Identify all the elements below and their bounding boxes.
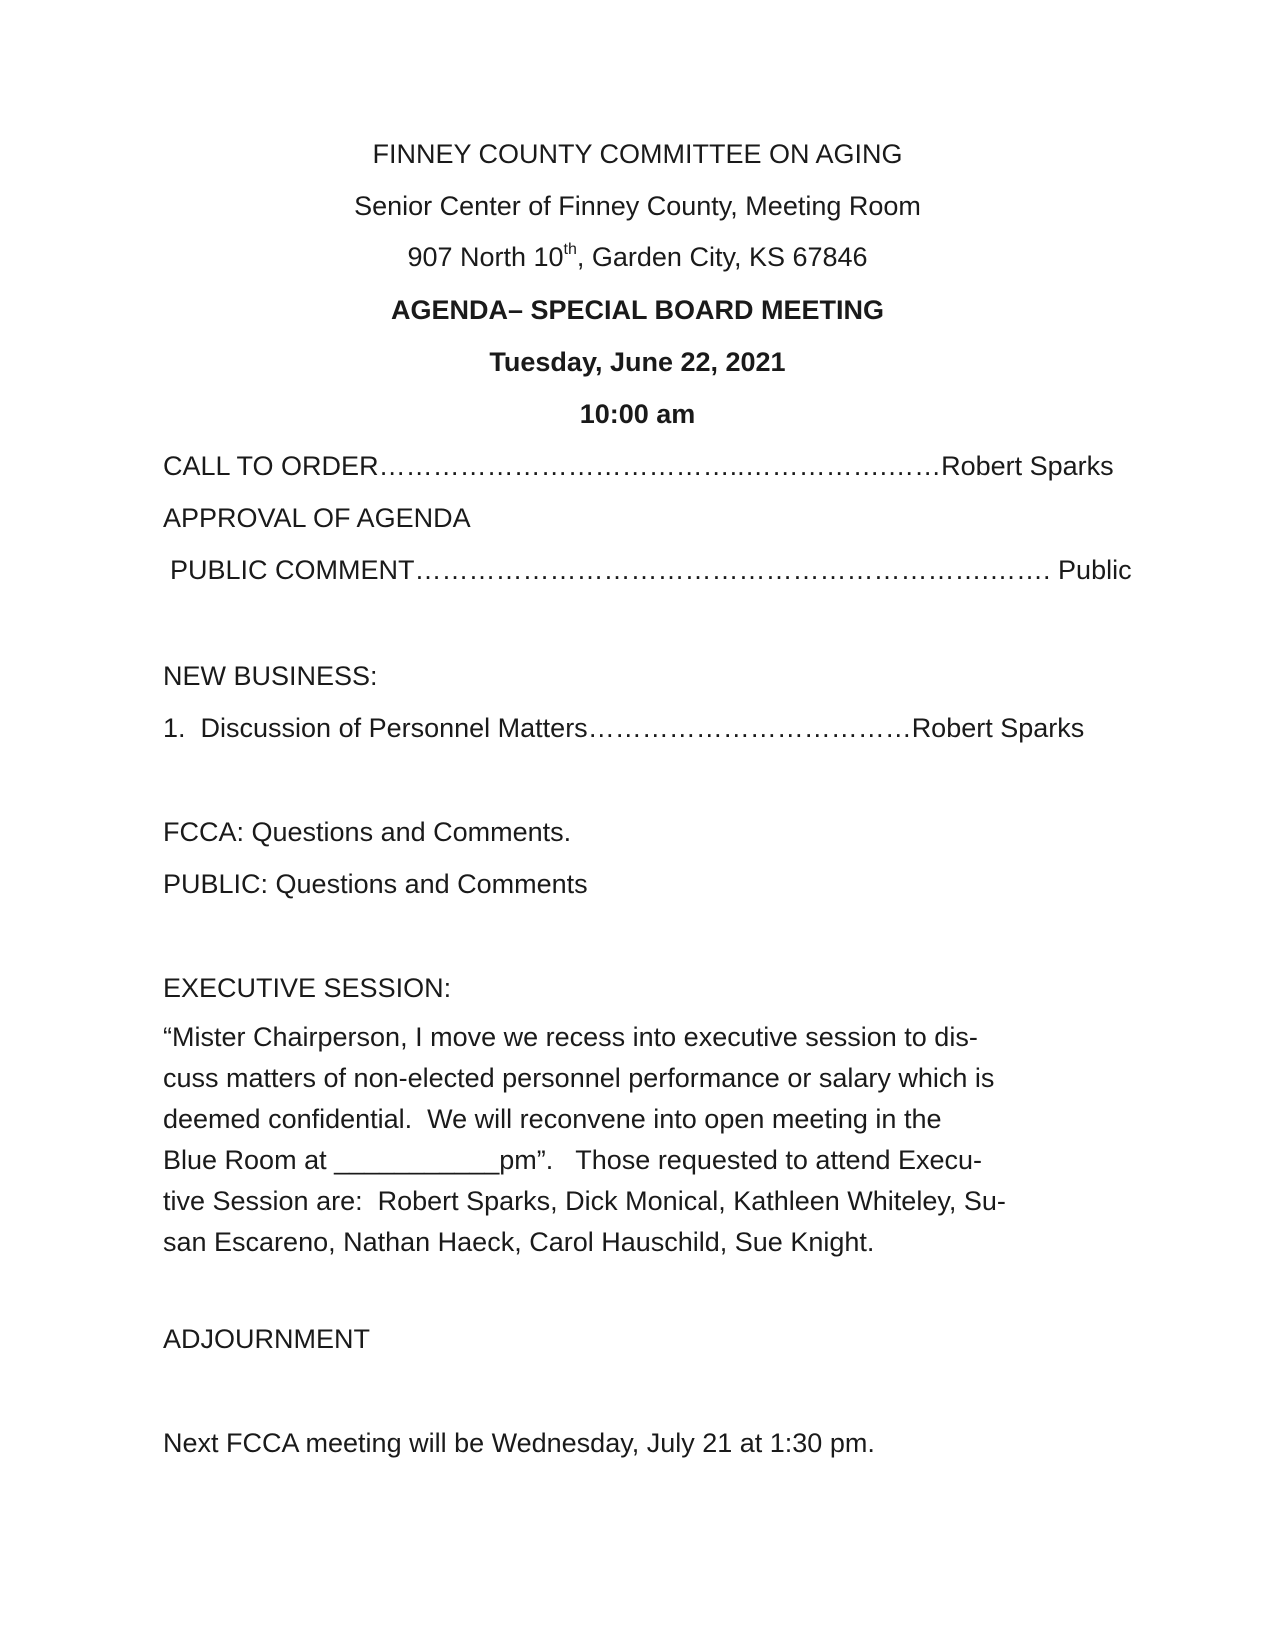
address-street: 907 North 10 [407, 242, 564, 272]
public-questions: PUBLIC: Questions and Comments [163, 869, 588, 899]
approval-of-agenda: APPROVAL OF AGENDA [163, 503, 471, 533]
address-city: , Garden City, KS 67846 [576, 242, 868, 272]
next-meeting: Next FCCA meeting will be Wednesday, July 21 at 1:30 pm. [163, 1428, 875, 1458]
personnel-matters-presenter: Robert Sparks [911, 713, 1085, 743]
public-comment-presenter: Public [1058, 555, 1132, 585]
public-comment-leader: ……………………………………………………….……. [414, 555, 1059, 585]
agenda-title: AGENDA– SPECIAL BOARD MEETING [390, 295, 885, 325]
meeting-date: Tuesday, June 22, 2021 [489, 347, 786, 377]
call-to-order-leader: …………………………………..…………….…… [378, 451, 942, 481]
personnel-matters-leader: ……………………………… [587, 713, 912, 743]
meeting-time: 10:00 am [579, 399, 696, 429]
call-to-order-row [163, 449, 1114, 483]
motion-line: deemed confidential. We will reconvene into open meeting in the [163, 1104, 942, 1134]
call-to-order-label: CALL TO ORDER [163, 451, 379, 481]
motion-line: san Escareno, Nathan Haeck, Carol Hauschild, Sue Knight. [163, 1227, 875, 1257]
motion-line: tive Session are: Robert Sparks, Dick Monical, Kathleen Whiteley, Su- [163, 1186, 1006, 1216]
meeting-address [0, 240, 1275, 274]
org-name: FINNEY COUNTY COMMITTEE ON AGING [372, 139, 903, 169]
call-to-order-presenter: Robert Sparks [941, 451, 1114, 481]
motion-line: “Mister Chairperson, I move we recess into executive session to dis- [163, 1022, 978, 1052]
adjournment: ADJOURNMENT [163, 1324, 370, 1354]
executive-session-motion [163, 1017, 1113, 1263]
executive-session-heading: EXECUTIVE SESSION: [163, 973, 452, 1003]
public-comment-row [170, 553, 1132, 587]
meeting-location: Senior Center of Finney County, Meeting Room [354, 191, 921, 221]
new-business-heading: NEW BUSINESS: [163, 661, 378, 691]
address-superscript: th [563, 241, 577, 258]
personnel-matters-label: 1. Discussion of Personnel Matters [163, 713, 588, 743]
motion-line: cuss matters of non-elected personnel performance or salary which is [163, 1063, 995, 1093]
public-comment-label: PUBLIC COMMENT [170, 555, 415, 585]
motion-line: Blue Room at ___________pm”. Those requested to attend Execu- [163, 1145, 983, 1175]
personnel-matters-row [163, 711, 1084, 745]
fcca-questions: FCCA: Questions and Comments. [163, 817, 572, 847]
